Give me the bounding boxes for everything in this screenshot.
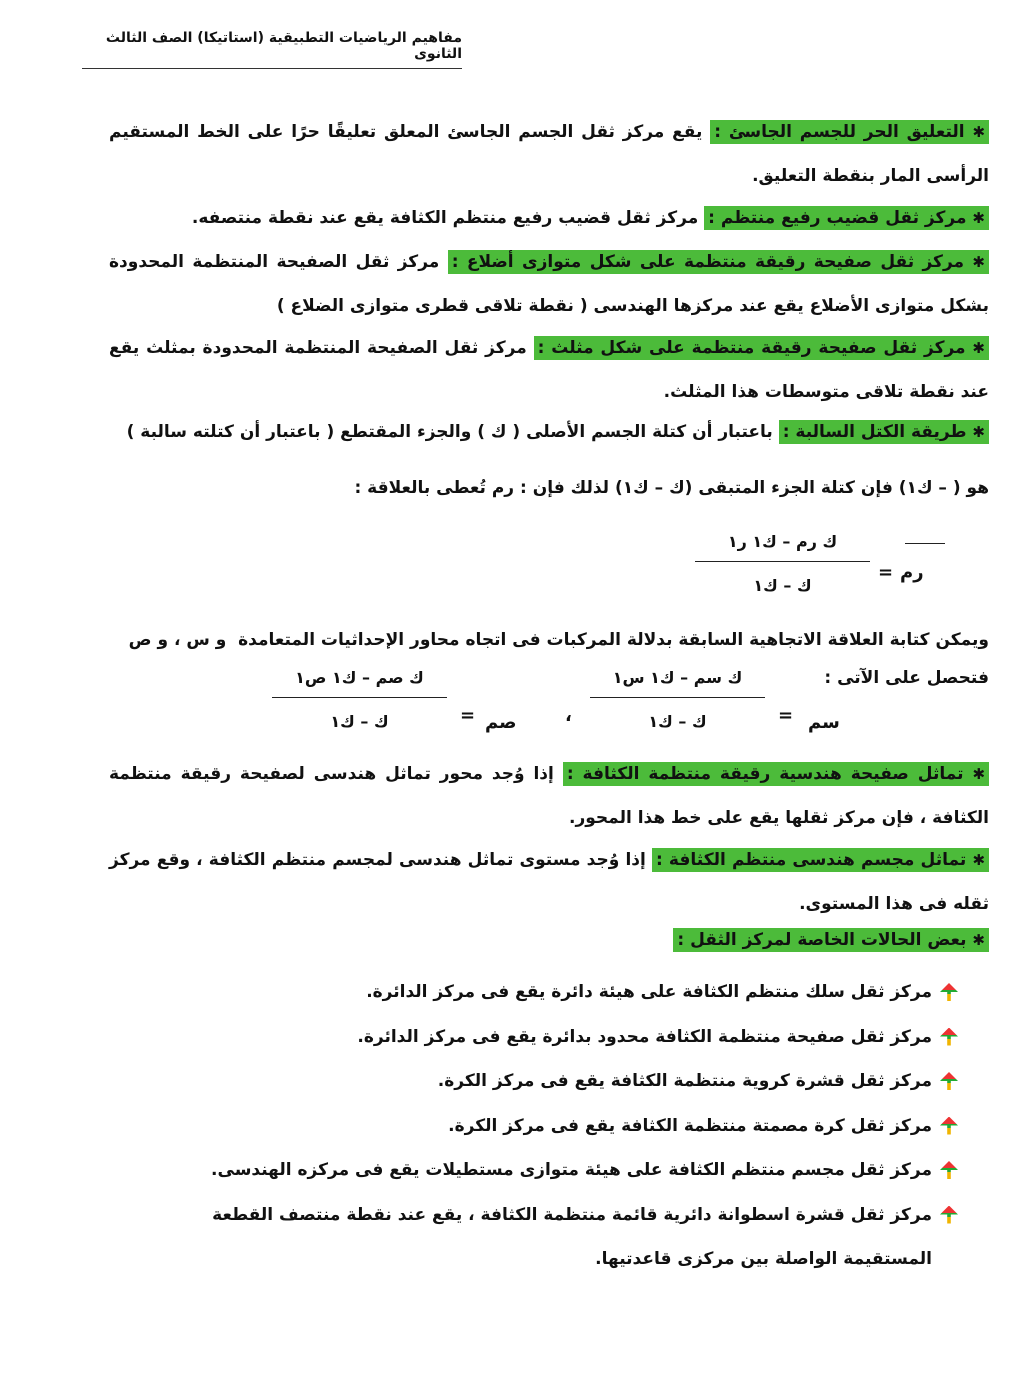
star-icon: ✱ (972, 253, 985, 271)
formula-fraction (695, 532, 870, 595)
section-text: إذا وُجد محور تماثل هندسى لصفيحة رقيقة منتظمة الكثافة ، فإن مركز ثقلها يقع على خط هذا المحور. (109, 764, 989, 828)
section-parallelogram (109, 240, 989, 328)
star-icon: ✱ (972, 931, 985, 949)
components-line1: ويمكن كتابة العلاقة الاتجاهية السابقة بدلالة المركبات فى اتجاه محاور الإحداثيات المتعامدة و س ، و ص (128, 630, 989, 650)
list-item: مركز ثقل كرة مصمتة منتظمة الكثافة يقع فى مركز الكرة. (128, 1104, 958, 1149)
section-text: باعتبار أن كتلة الجسم الأصلى ( ك ) والجزء المقتطع ( باعتبار أن كتلته سالبة ) (126, 422, 773, 442)
section-text: مركز ثقل قضيب رفيع منتظم الكثافة يقع عند نقطة منتصفه. (191, 208, 699, 228)
section-label: ✱ تماثل صفيحة هندسية رقيقة منتظمة الكثافة : (563, 762, 989, 786)
star-icon: ✱ (972, 123, 986, 141)
formula-equals: = (878, 562, 894, 583)
y-equals: = (460, 705, 476, 726)
page-header (82, 30, 462, 69)
section-text: إذا وُجد مستوى تماثل هندسى لمجسم منتظم الكثافة ، وقع مركز ثقله فى هذا المستوى. (109, 850, 989, 914)
x-fraction (590, 668, 765, 731)
x-denominator: ك – ك١ (648, 712, 707, 731)
special-cases-list (128, 970, 958, 1282)
y-lhs: صم (485, 712, 517, 733)
list-item: مركز ثقل سلك منتظم الكثافة على هيئة دائرة يقع فى مركز الدائرة. (128, 970, 958, 1015)
header-title: مفاهيم الرياضيات التطبيقية (استاتيكا) الصف الثالث الثانوى (105, 30, 462, 62)
section-negative-mass (109, 410, 989, 454)
vector-bar (905, 543, 945, 544)
star-icon: ✱ (972, 851, 986, 869)
section-rod (109, 196, 989, 240)
star-icon: ✱ (972, 765, 986, 783)
list-item: مركز ثقل قشرة كروية منتظمة الكثافة يقع فى مركز الكرة. (128, 1059, 958, 1104)
formula-lhs: رم (900, 562, 924, 583)
list-item: مركز ثقل مجسم منتظم الكثافة على هيئة متوازى مستطيلات يقع فى مركزه الهندسى. (128, 1148, 958, 1193)
section-lamina-symmetry (109, 752, 989, 840)
pin-bullet-icon (940, 1161, 958, 1179)
y-fraction (272, 668, 447, 731)
pin-bullet-icon (940, 1117, 958, 1135)
section-label: ✱ مركز ثقل صفيحة رقيقة منتظمة على شكل مثلث : (534, 336, 989, 360)
section-label: ✱ تماثل مجسم هندسى منتظم الكثافة : (652, 848, 989, 872)
section-label: ✱ بعض الحالات الخاصة لمركز الثقل : (673, 928, 989, 952)
negative-mass-line: هو ( – ك١) فإن كتلة الجزء المتبقى (ك – ك١) لذلك فإن : رم تُعطى بالعلاقة : (354, 478, 989, 498)
star-icon: ✱ (972, 423, 985, 441)
section-label: ✱ التعليق الحر للجسم الجاسئ : (710, 120, 989, 144)
formula-denominator: ك – ك١ (753, 576, 812, 595)
section-triangle (109, 326, 989, 414)
section-text: يقع مركز ثقل الجسم الجاسئ المعلق تعليقًا حرًا على الخط المستقيم الرأسى المار بنقطة التعليق. (109, 122, 989, 186)
section-label: ✱ مركز ثقل قضيب رفيع منتظم : (704, 206, 989, 230)
list-item: مركز ثقل صفيحة منتظمة الكثافة محدود بدائرة يقع فى مركز الدائرة. (128, 1015, 958, 1060)
comma: ، (565, 705, 572, 726)
star-icon: ✱ (972, 339, 985, 357)
components-line2: فتحصل على الآتى : (824, 668, 989, 688)
formula-numerator: ك رم – ك١ ر١ (695, 532, 870, 562)
section-label: ✱ مركز ثقل صفيحة رقيقة منتظمة على شكل متوازى أضلاع : (448, 250, 989, 274)
y-numerator: ك صم – ك١ ص١ (272, 668, 447, 698)
section-special-cases (109, 918, 989, 962)
pin-bullet-icon (940, 1028, 958, 1046)
star-icon: ✱ (972, 209, 985, 227)
section-solid-symmetry (109, 838, 989, 926)
pin-bullet-icon (940, 1072, 958, 1090)
section-text: مركز ثقل الصفيحة المنتظمة المحدودة بشكل متوازى الأضلاع يقع عند مركزها الهندسى ( نقطة تلاقى قطرى متوازى الضلاع ) (109, 252, 989, 316)
y-denominator: ك – ك١ (330, 712, 389, 731)
axes-label: و س ، و ص (128, 630, 227, 650)
x-equals: = (778, 705, 794, 726)
x-lhs: سم (808, 712, 840, 733)
section-text: مركز ثقل الصفيحة المنتظمة المحدودة بمثلث يقع عند نقطة تلاقى متوسطات هذا المثلث. (109, 338, 989, 402)
pin-bullet-icon (940, 983, 958, 1001)
list-item: مركز ثقل قشرة اسطوانة دائرية قائمة منتظمة الكثافة ، يقع عند نقطة منتصف القطعة المستقيمة الواصلة بين مركزى قاعدتيها. (128, 1193, 958, 1282)
section-label: ✱ طريقة الكتل السالبة : (779, 420, 989, 444)
section-free-suspension (109, 110, 989, 198)
x-numerator: ك سم – ك١ س١ (590, 668, 765, 698)
pin-bullet-icon (940, 1206, 958, 1224)
